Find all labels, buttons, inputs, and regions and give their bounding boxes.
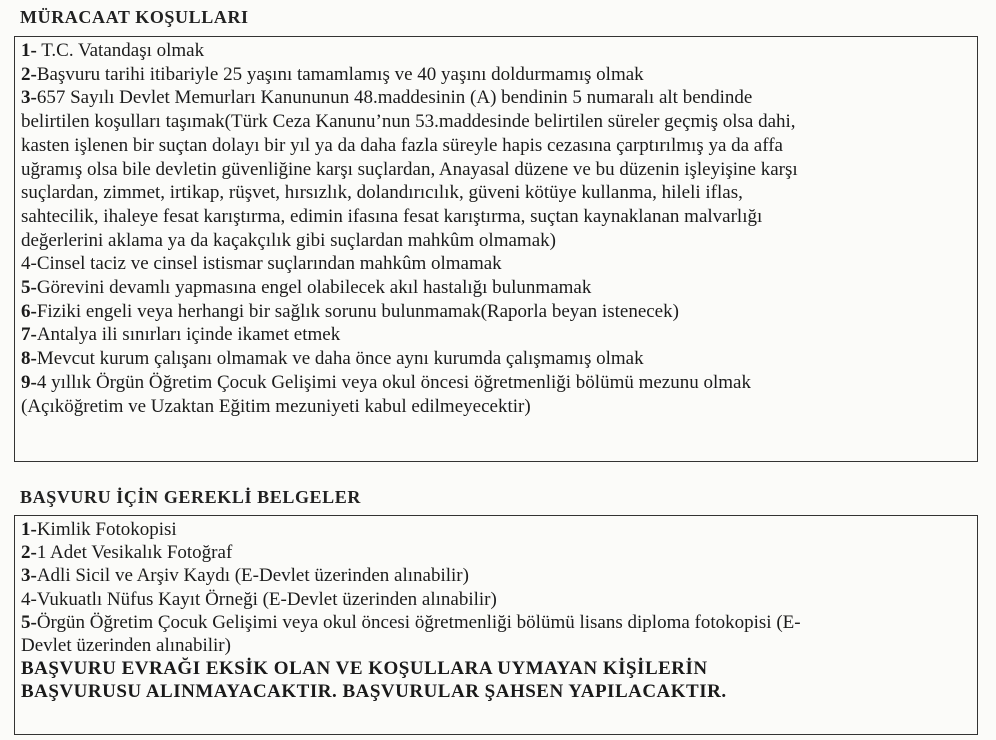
item-number: 5- (21, 611, 37, 633)
item-number: 6- (21, 300, 37, 322)
item-number: 8- (21, 348, 37, 370)
item-number: 7- (21, 324, 37, 346)
item-text: Fiziki engeli veya herhangi bir sağlık sorunu bulunmamak(Raporla beyan istenecek) (36, 300, 679, 322)
item-text: Başvuru tarihi itibariyle 25 yaşını tamamlamış ve 40 yaşını doldurmamış olmak (36, 63, 644, 85)
item-text: 657 Sayılı Devlet Memurları Kanununun 48.maddesinin (A) bendinin 5 numaralı alt bendinde (36, 87, 753, 109)
item-number: 2- (21, 542, 37, 564)
item-text: kasten işlenen bir suçtan dolayı bir yıl ya da daha fazla süreyle hapis cezasına çarptırılmış ya da affa (21, 134, 783, 156)
document-line (21, 611, 977, 634)
section-title-documents: BAŞVURU İÇİN GEREKLİ BELGELER (20, 487, 361, 507)
condition-line (21, 252, 977, 276)
warning-text: BAŞVURU EVRAĞI EKSİK OLAN VE KOŞULLARA UYMAYAN KİŞİLERİN (21, 658, 708, 680)
document-line (21, 564, 977, 587)
item-text: Antalya ili sınırları içinde ikamet etmek (36, 324, 341, 346)
item-text: Devlet üzerinden alınabilir) (21, 635, 231, 657)
item-number: 9- (21, 371, 37, 393)
item-text: değerlerini aklama ya da kaçakçılık gibi suçlardan mahkûm olmamak) (21, 229, 556, 251)
condition-line (21, 110, 977, 134)
condition-line (21, 300, 977, 324)
condition-line (21, 158, 977, 182)
section-title-conditions: MÜRACAAT KOŞULLARI (20, 7, 249, 27)
condition-line (21, 134, 977, 158)
condition-line (21, 86, 977, 110)
document-line (21, 518, 977, 541)
item-text: belirtilen koşulları taşımak(Türk Ceza Kanunu’nun 53.maddesinde belirtilen süreler geçmiş olsa dahi, (21, 111, 796, 133)
item-text: Kimlik Fotokopisi (36, 519, 177, 540)
item-number: 3- (21, 87, 37, 109)
item-text: 1 Adet Vesikalık Fotoğraf (36, 542, 233, 564)
item-number: 1- (21, 40, 37, 61)
condition-line (21, 181, 977, 205)
warning-text: BAŞVURUSU ALINMAYACAKTIR. BAŞVURULAR ŞAHSEN YAPILACAKTIR. (21, 681, 727, 703)
condition-line (21, 229, 977, 253)
item-text: Cinsel taciz ve cinsel istismar suçlarından mahkûm olmamak (36, 253, 502, 275)
item-text: Görevini devamlı yapmasına engel olabilecek akıl hastalığı bulunmamak (36, 277, 592, 299)
item-text: Vukuatlı Nüfus Kayıt Örneği (E-Devlet üzerinden alınabilir) (36, 588, 497, 610)
item-number: 4- (21, 588, 37, 610)
item-number: 1- (21, 519, 37, 540)
document-line (21, 541, 977, 564)
condition-line (21, 276, 977, 300)
documents-box (14, 515, 978, 735)
item-number: 5- (21, 277, 37, 299)
item-text: Mevcut kurum çalışanı olmamak ve daha önce aynı kurumda çalışmamış olmak (36, 348, 644, 370)
condition-line (21, 323, 977, 347)
item-number: 2- (21, 63, 37, 85)
item-text: sahtecilik, ihaleye fesat karıştırma, edimin ifasına fesat karıştırma, suçtan kaynaklanan malvarlığı (21, 205, 763, 227)
item-text: T.C. Vatandaşı olmak (36, 40, 205, 61)
item-text: uğramış olsa bile devletin güvenliğine karşı suçlardan, Anayasal düzene ve bu düzenin işleyişine karşı (21, 158, 798, 180)
item-text: (Açıköğretim ve Uzaktan Eğitim mezuniyeti kabul edilmeyecektir) (21, 395, 531, 417)
condition-line (21, 371, 977, 395)
document-line (21, 634, 977, 657)
item-text: 4 yıllık Örgün Öğretim Çocuk Gelişimi veya okul öncesi öğretmenliği bölümü mezunu olmak (36, 371, 751, 393)
condition-line (21, 395, 977, 419)
item-text: suçlardan, zimmet, irtikap, rüşvet, hırsızlık, dolandırıcılık, güveni kötüye kullanma, hileli iflas, (21, 182, 743, 204)
item-text: Örgün Öğretim Çocuk Gelişimi veya okul öncesi öğretmenliği bölümü lisans diploma fotokopisi (E- (36, 611, 801, 633)
item-number: 4- (21, 253, 37, 275)
item-text: Adli Sicil ve Arşiv Kaydı (E-Devlet üzerinden alınabilir) (36, 565, 469, 587)
conditions-box (14, 36, 978, 462)
condition-line (21, 63, 977, 87)
condition-line (21, 347, 977, 371)
item-number: 3- (21, 565, 37, 587)
document-line (21, 588, 977, 611)
condition-line (21, 39, 977, 63)
condition-line (21, 205, 977, 229)
